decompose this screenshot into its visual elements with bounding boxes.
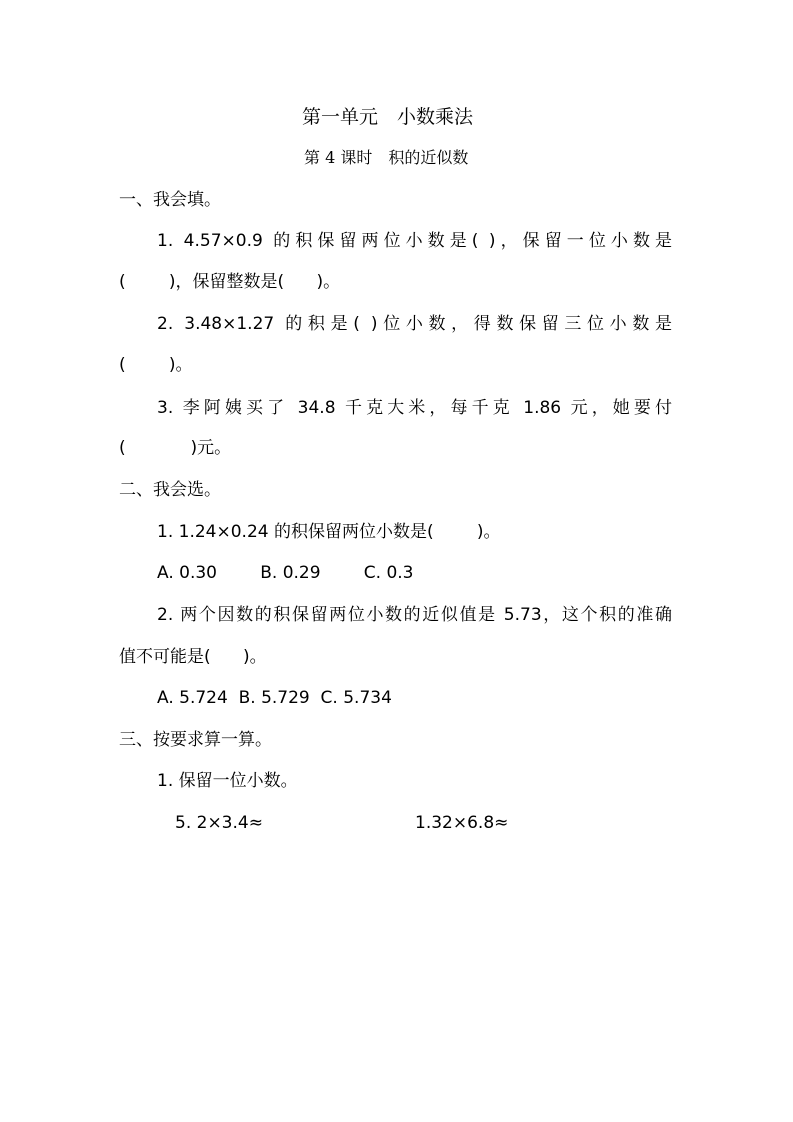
- s1-q3-line1: 3. 李阿姨买了 34.8 千克大米，每千克 1.86 元，她要付: [157, 398, 672, 418]
- s3-calc-b: 1.32×6.8≈: [415, 813, 509, 833]
- s1-q3-line2: ( )元。: [119, 438, 232, 458]
- s2-q2-options: A. 5.724 B. 5.729 C. 5.734: [157, 688, 392, 708]
- s2-q2-line1: 2. 两个因数的积保留两位小数的近似值是 5.73，这个积的准确: [157, 605, 672, 625]
- lesson-title: 第 4 课时 积的近似数: [304, 148, 469, 167]
- s1-q1-line2: ( )，保留整数是( )。: [119, 272, 341, 292]
- unit-title: 第一单元 小数乘法: [302, 106, 474, 128]
- s2-q1: 1. 1.24×0.24 的积保留两位小数是( )。: [157, 522, 501, 542]
- s2-q1-options: A. 0.30 B. 0.29 C. 0.3: [157, 563, 414, 583]
- s2-q2-line2: 值不可能是( )。: [119, 647, 267, 667]
- section-1-heading: 一、我会填。: [119, 190, 221, 210]
- s1-q1-line1: 1. 4.57×0.9 的积保留两位小数是( )，保留一位小数是: [157, 231, 672, 251]
- s1-q2-line2: ( )。: [119, 355, 193, 375]
- s3-calc-a: 5. 2×3.4≈: [175, 813, 263, 833]
- section-3-heading: 三、按要求算一算。: [119, 730, 272, 750]
- s1-q2-line1: 2. 3.48×1.27 的积是( )位小数，得数保留三位小数是: [157, 314, 672, 334]
- s3-q1: 1. 保留一位小数。: [157, 771, 298, 791]
- section-2-heading: 二、我会选。: [119, 480, 221, 500]
